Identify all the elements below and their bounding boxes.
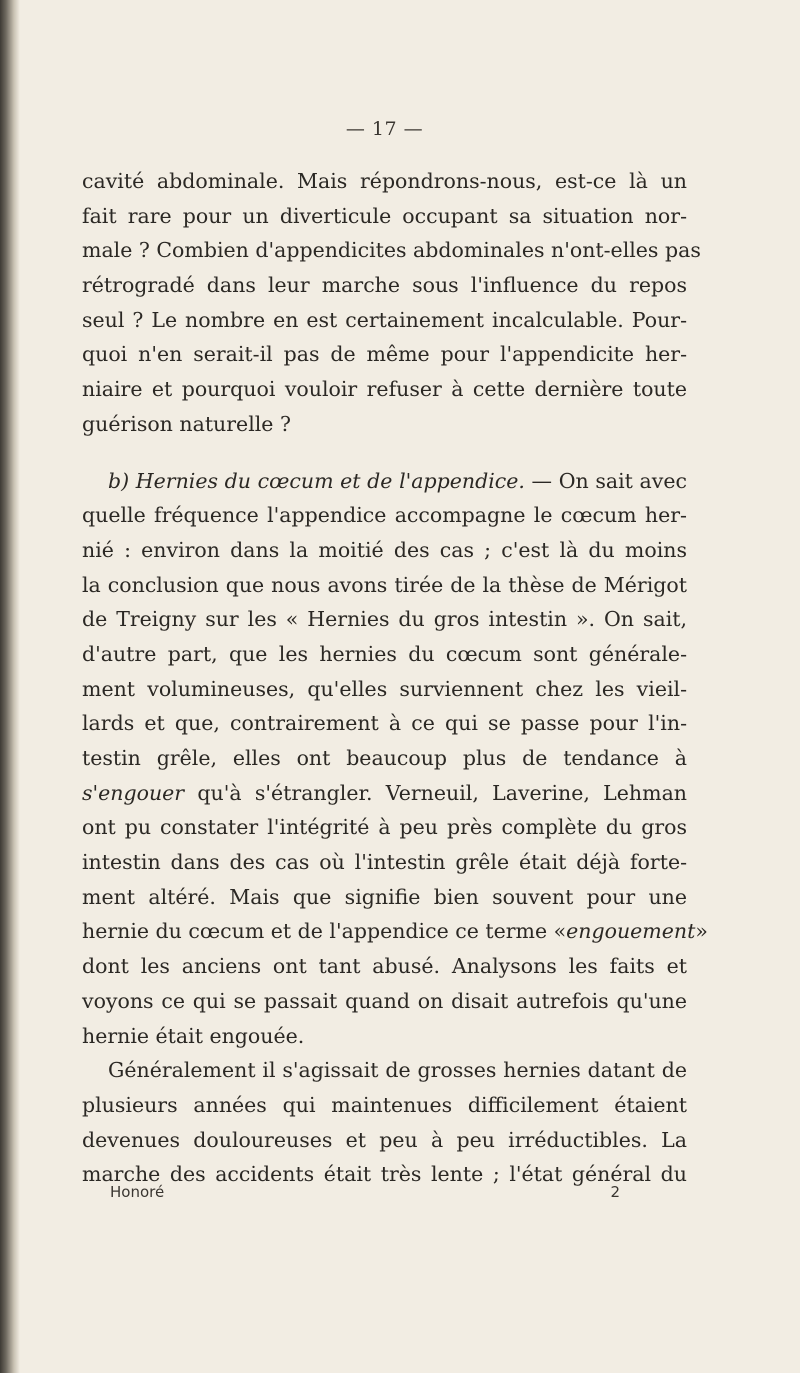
text-line: la conclusion que nous avons tirée de la thèse de Mérigot	[82, 572, 687, 597]
text-line: rétrogradé dans leur marche sous l'influence du repos	[82, 273, 687, 298]
section-heading: Hernies du cœcum et de l'appendice.	[135, 468, 525, 493]
text-line: d'autre part, que les hernies du cœcum sont générale-	[82, 641, 687, 666]
text-line: testin grêle, elles ont beaucoup plus de tendance à	[82, 746, 687, 770]
text-line: niaire et pourquoi vouloir refuser à cette dernière toute	[82, 377, 687, 402]
text-line: seul ? Le nombre en est certainement incalculable. Pour-	[82, 307, 687, 332]
text-line	[82, 914, 708, 949]
body-text	[82, 164, 708, 1192]
text-line: nié : environ dans la moitié des cas ; c'est là du moins	[82, 537, 687, 562]
text-line: plusieurs années qui maintenues difficilement étaient	[82, 1092, 687, 1117]
text-line: guérison naturelle ?	[82, 411, 291, 436]
text-line: marche des accidents était très lente ; l'état général du	[82, 1162, 687, 1187]
paragraph-gap	[82, 442, 687, 464]
text-line: de Treigny sur les « Hernies du gros intestin ». On sait,	[82, 607, 687, 632]
text-fragment: »	[695, 919, 708, 944]
text-line: voyons ce qui se passait quand on disait autrefois qu'une	[82, 988, 687, 1013]
footer-author: Honoré	[110, 1183, 165, 1201]
text-line: lards et que, contrairement à ce qui se passe pour l'in-	[82, 711, 687, 736]
text-line: ment volumineuses, qu'elles surviennent chez les vieil-	[82, 676, 687, 701]
text-line: fait rare pour un diverticule occupant sa situation nor-	[82, 203, 687, 228]
text-line: devenues douloureuses et peu à peu irréductibles. La	[82, 1127, 687, 1152]
page-number: — 17 —	[345, 118, 424, 140]
signature-mark: 2	[610, 1183, 620, 1201]
text-line: ment altéré. Mais que signifie bien souvent pour une	[82, 884, 687, 909]
italic-term: engouement	[566, 919, 696, 944]
binding-edge	[0, 0, 20, 1373]
text-line	[82, 776, 687, 811]
text-line: quoi n'en serait-il pas de même pour l'appendicite her-	[82, 342, 687, 367]
text-fragment: qu'à s'étrangler. Verneuil, Laverine, Lehman	[197, 780, 687, 805]
text-line: intestin dans des cas où l'intestin grêle était déjà forte-	[82, 850, 687, 875]
text-line: dont les anciens ont tant abusé. Analysons les faits et	[82, 954, 687, 979]
document-page	[82, 118, 708, 1192]
text-line: male ? Combien d'appendicites abdominales n'ont-elles pas	[82, 238, 701, 263]
section-label: b)	[108, 468, 130, 493]
paragraph-2	[82, 464, 708, 1054]
text-line: Généralement il s'agissait de grosses hernies datant de	[108, 1058, 687, 1083]
section-heading-line	[82, 464, 687, 499]
text-line: cavité abdominale. Mais répondrons-nous, est-ce là un	[82, 169, 687, 193]
paragraph-3	[82, 1053, 687, 1192]
text-line: quelle fréquence l'appendice accompagne le cœcum her-	[82, 503, 687, 528]
paragraph-1	[82, 164, 701, 442]
italic-term: s'engouer	[82, 780, 185, 805]
text-line: hernie était engouée.	[82, 1023, 305, 1048]
heading-line-rest: — On sait avec	[531, 468, 687, 493]
text-fragment: hernie du cœcum et de l'appendice ce terme «	[82, 919, 567, 944]
text-line: ont pu constater l'intégrité à peu près complète du gros	[82, 815, 687, 840]
